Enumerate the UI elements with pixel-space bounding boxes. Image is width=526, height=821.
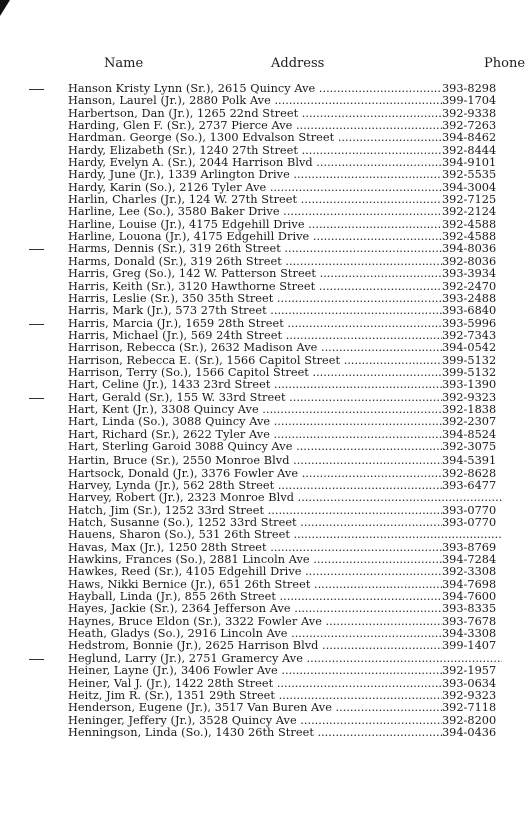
directory-entry bbox=[0, 169, 526, 181]
entry-name-address: Heath, Gladys (So.), 2916 Lincoln Ave ..... bbox=[68, 628, 442, 640]
entry-name-address: Harlin, Charles (Jr.), 124 W. 27th Street ..... bbox=[68, 194, 442, 206]
entry-phone: 392-8444 bbox=[442, 145, 502, 157]
entry-name-address: Hawkes, Reed (Sr.), 4105 Edgehill Drive ..... bbox=[68, 566, 442, 578]
directory-entry bbox=[0, 132, 526, 144]
entry-phone: 393-6840 bbox=[442, 305, 502, 317]
entry-name-address: Heninger, Jeffery (Jr.), 3528 Quincy Ave ..... bbox=[68, 715, 442, 727]
directory-list bbox=[0, 83, 526, 739]
entry-phone: 394-7284 bbox=[442, 554, 502, 566]
entry-phone: 392-8036 bbox=[442, 256, 502, 268]
corner-fold-mark bbox=[0, 0, 10, 16]
entry-name-address: Hart, Sterling Garoid 3088 Quincy Ave ..... bbox=[68, 441, 442, 453]
directory-entry bbox=[0, 517, 526, 529]
entry-name-address: Harbertson, Dan (Jr.), 1265 22nd Street ..... bbox=[68, 108, 442, 120]
header-phone: Phone bbox=[484, 56, 526, 71]
entry-name-address: Hartsock, Donald (Jr.), 3376 Fowler Ave ..... bbox=[68, 468, 442, 480]
entry-phone: 392-7343 bbox=[442, 330, 502, 342]
entry-name-address: Hatch, Susanne (So.), 1252 33rd Street ..... bbox=[68, 517, 442, 529]
directory-entry bbox=[0, 281, 526, 293]
entry-phone: 392-3075 bbox=[442, 441, 502, 453]
entry-name-address: Henderson, Eugene (Jr.), 3517 Van Buren Ave ..... bbox=[68, 702, 442, 714]
entry-phone: 399-5132 bbox=[442, 367, 502, 379]
entry-phone: 392-7118 bbox=[442, 702, 502, 714]
entry-name-address: Hardy, Evelyn A. (Sr.), 2044 Harrison Blvd ..... bbox=[68, 157, 442, 169]
entry-phone: 393-5996 bbox=[442, 318, 502, 330]
column-header bbox=[0, 56, 526, 74]
entry-phone: 392-2124 bbox=[442, 206, 502, 218]
entry-phone: 392-2307 bbox=[442, 416, 502, 428]
entry-name-address: Harris, Mark (Jr.), 573 27th Street ..... bbox=[68, 305, 442, 317]
directory-entry bbox=[0, 268, 526, 280]
entry-name-address: Hartin, Bruce (Sr.), 2550 Monroe Blvd ..... bbox=[68, 455, 442, 467]
entry-name-address: Harrison, Rebecca E. (Sr.), 1566 Capitol Street ..... bbox=[68, 355, 442, 367]
entry-name-address: Harline, Louona (Jr.), 4175 Edgehill Drive ..... bbox=[68, 231, 442, 243]
entry-name-address: Harris, Keith (Sr.), 3120 Hawthorne Street ..... bbox=[68, 281, 442, 293]
entry-phone: 392-3308 bbox=[442, 566, 502, 578]
directory-entry bbox=[0, 640, 526, 652]
entry-phone: 393-1390 bbox=[442, 379, 502, 391]
directory-entry bbox=[0, 379, 526, 391]
entry-phone: 393-7678 bbox=[442, 616, 502, 628]
entry-name-address: Hanson, Laurel (Jr.), 2880 Polk Ave ..... bbox=[68, 95, 442, 107]
entry-name-address: Harline, Louise (Jr.), 4175 Edgehill Drive ..... bbox=[68, 219, 442, 231]
entry-phone: 392-4588 bbox=[442, 219, 502, 231]
entry-phone: 399-1704 bbox=[442, 95, 502, 107]
entry-name-address: Harms, Dennis (Sr.), 319 26th Street ..... bbox=[68, 243, 442, 255]
entry-name-address: Harline, Lee (So.), 3580 Baker Drive ..... bbox=[68, 206, 442, 218]
entry-phone: 394-7698 bbox=[442, 579, 502, 591]
entry-phone: 392-9323 bbox=[442, 690, 502, 702]
directory-entry bbox=[0, 243, 526, 255]
directory-entry bbox=[0, 603, 526, 615]
entry-phone: 394-5391 bbox=[442, 455, 502, 467]
entry-name-address: Hawkins, Frances (So.), 2881 Lincoln Ave ..... bbox=[68, 554, 442, 566]
entry-name-address: Hardman. George (So.), 1300 Edvalson Street ..... bbox=[68, 132, 442, 144]
margin-dash-mark bbox=[29, 249, 44, 250]
entry-name-address: Hanson Kristy Lynn (Sr.), 2615 Quincy Ave ..... bbox=[68, 83, 442, 95]
entry-phone: 394-8036 bbox=[442, 243, 502, 255]
entry-name-address: Hardy, June (Jr.), 1339 Arlington Drive ..... bbox=[68, 169, 442, 181]
entry-phone: 394-0542 bbox=[442, 342, 502, 354]
entry-phone: 392-7125 bbox=[442, 194, 502, 206]
entry-phone: 393-0634 bbox=[442, 678, 502, 690]
entry-name-address: Hatch, Jim (Sr.), 1252 33rd Street ..... bbox=[68, 505, 442, 517]
entry-name-address: Harris, Greg (So.), 142 W. Patterson Street ..... bbox=[68, 268, 442, 280]
entry-phone: 394-3308 bbox=[442, 628, 502, 640]
entry-phone: 392-7263 bbox=[442, 120, 502, 132]
directory-entry bbox=[0, 416, 526, 428]
margin-dash-mark bbox=[29, 398, 44, 399]
entry-name-address: Harrison, Terry (So.), 1566 Capitol Street ..... bbox=[68, 367, 442, 379]
entry-phone: 394-0436 bbox=[442, 727, 502, 739]
entry-name-address: Harvey, Robert (Jr.), 2323 Monroe Blvd ..... bbox=[68, 492, 502, 504]
entry-phone: 393-3934 bbox=[442, 268, 502, 280]
directory-entry bbox=[0, 342, 526, 354]
entry-phone: 392-2470 bbox=[442, 281, 502, 293]
entry-name-address: Heitz, Jim R. (Sr.), 1351 29th Street ..... bbox=[68, 690, 442, 702]
entry-name-address: Heiner, Layne (Jr.), 3406 Fowler Ave ..... bbox=[68, 665, 442, 677]
entry-name-address: Harris, Leslie (Sr.), 350 35th Street ..... bbox=[68, 293, 442, 305]
entry-phone: 392-9323 bbox=[442, 392, 502, 404]
entry-name-address: Heglund, Larry (Jr.), 2751 Gramercy Ave ..... bbox=[68, 653, 502, 665]
entry-phone: 393-8769 bbox=[442, 542, 502, 554]
entry-name-address: Haynes, Bruce Eldon (Sr.), 3322 Fowler Ave ..... bbox=[68, 616, 442, 628]
entry-phone: 394-9101 bbox=[442, 157, 502, 169]
entry-phone: 394-3004 bbox=[442, 182, 502, 194]
entry-name-address: Hart, Linda (So.), 3088 Quincy Ave ..... bbox=[68, 416, 442, 428]
entry-phone: 392-1957 bbox=[442, 665, 502, 677]
entry-phone: 394-7600 bbox=[442, 591, 502, 603]
entry-name-address: Harvey, Lynda (Jr.), 562 28th Street ..... bbox=[68, 480, 442, 492]
header-name: Name bbox=[104, 56, 144, 71]
entry-phone: 399-5132 bbox=[442, 355, 502, 367]
entry-name-address: Harris, Michael (Jr.), 569 24th Street ..... bbox=[68, 330, 442, 342]
entry-name-address: Hayball, Linda (Jr.), 855 26th Street ..... bbox=[68, 591, 442, 603]
entry-name-address: Haws, Nikki Bernice (Jr.), 651 26th Street ..... bbox=[68, 579, 442, 591]
directory-entry bbox=[0, 206, 526, 218]
entry-name-address: Hart, Celine (Jr.), 1433 23rd Street ..... bbox=[68, 379, 442, 391]
entry-phone: 393-0770 bbox=[442, 505, 502, 517]
directory-entry bbox=[0, 455, 526, 467]
directory-entry bbox=[0, 665, 526, 677]
entry-phone: 392-4588 bbox=[442, 231, 502, 243]
margin-dash-mark bbox=[29, 324, 44, 325]
entry-name-address: Henningson, Linda (So.), 1430 26th Street ..... bbox=[68, 727, 442, 739]
entry-name-address: Hart, Gerald (Sr.), 155 W. 33rd Street ..... bbox=[68, 392, 442, 404]
entry-phone: 394-8524 bbox=[442, 429, 502, 441]
entry-phone: 393-0770 bbox=[442, 517, 502, 529]
entry-name-address: Heiner, Val J. (Jr.), 1422 28th Street ..... bbox=[68, 678, 442, 690]
entry-phone: 393-2488 bbox=[442, 293, 502, 305]
entry-name-address: Hayes, Jackie (Sr.), 2364 Jefferson Ave ..... bbox=[68, 603, 442, 615]
directory-entry bbox=[0, 566, 526, 578]
directory-entry bbox=[0, 702, 526, 714]
entry-phone: 393-8298 bbox=[442, 83, 502, 95]
entry-name-address: Havas, Max (Jr.), 1250 28th Street ..... bbox=[68, 542, 442, 554]
entry-phone: 392-1838 bbox=[442, 404, 502, 416]
header-address: Address bbox=[271, 56, 325, 71]
entry-phone: 399-1407 bbox=[442, 640, 502, 652]
directory-entry bbox=[0, 441, 526, 453]
entry-name-address: Hedstrom, Bonnie (Jr.), 2625 Harrison Blvd ..... bbox=[68, 640, 442, 652]
entry-name-address: Hauens, Sharon (So.), 531 26th Street ..... bbox=[68, 529, 502, 541]
directory-entry bbox=[0, 678, 526, 690]
directory-entry bbox=[0, 95, 526, 107]
entry-name-address: Harms, Donald (Sr.), 319 26th Street ..... bbox=[68, 256, 442, 268]
entry-name-address: Hart, Richard (Sr.), 2622 Tyler Ave ..... bbox=[68, 429, 442, 441]
entry-phone: 393-8335 bbox=[442, 603, 502, 615]
entry-name-address: Harris, Marcia (Jr.), 1659 28th Street ..... bbox=[68, 318, 442, 330]
entry-name-address: Hart, Kent (Jr.), 3308 Quincy Ave ..... bbox=[68, 404, 442, 416]
directory-entry bbox=[0, 480, 526, 492]
margin-dash-mark bbox=[29, 89, 44, 90]
entry-name-address: Hardy, Karin (So.), 2126 Tyler Ave ..... bbox=[68, 182, 442, 194]
margin-dash-mark bbox=[29, 659, 44, 660]
entry-phone: 392-8200 bbox=[442, 715, 502, 727]
entry-phone: 393-6477 bbox=[442, 480, 502, 492]
directory-entry bbox=[0, 727, 526, 739]
entry-phone: 392-8628 bbox=[442, 468, 502, 480]
entry-name-address: Hardy, Elizabeth (Sr.), 1240 27th Street ..... bbox=[68, 145, 442, 157]
entry-name-address: Harrison, Rebecca (Sr.), 2632 Madison Ave ..... bbox=[68, 342, 442, 354]
directory-entry bbox=[0, 305, 526, 317]
directory-entry bbox=[0, 492, 526, 504]
directory-entry bbox=[0, 529, 526, 541]
entry-phone: 392-5535 bbox=[442, 169, 502, 181]
entry-phone: 392-9338 bbox=[442, 108, 502, 120]
entry-name-address: Harding, Glen F. (Sr.), 2737 Pierce Ave ..... bbox=[68, 120, 442, 132]
entry-phone: 394-8462 bbox=[442, 132, 502, 144]
